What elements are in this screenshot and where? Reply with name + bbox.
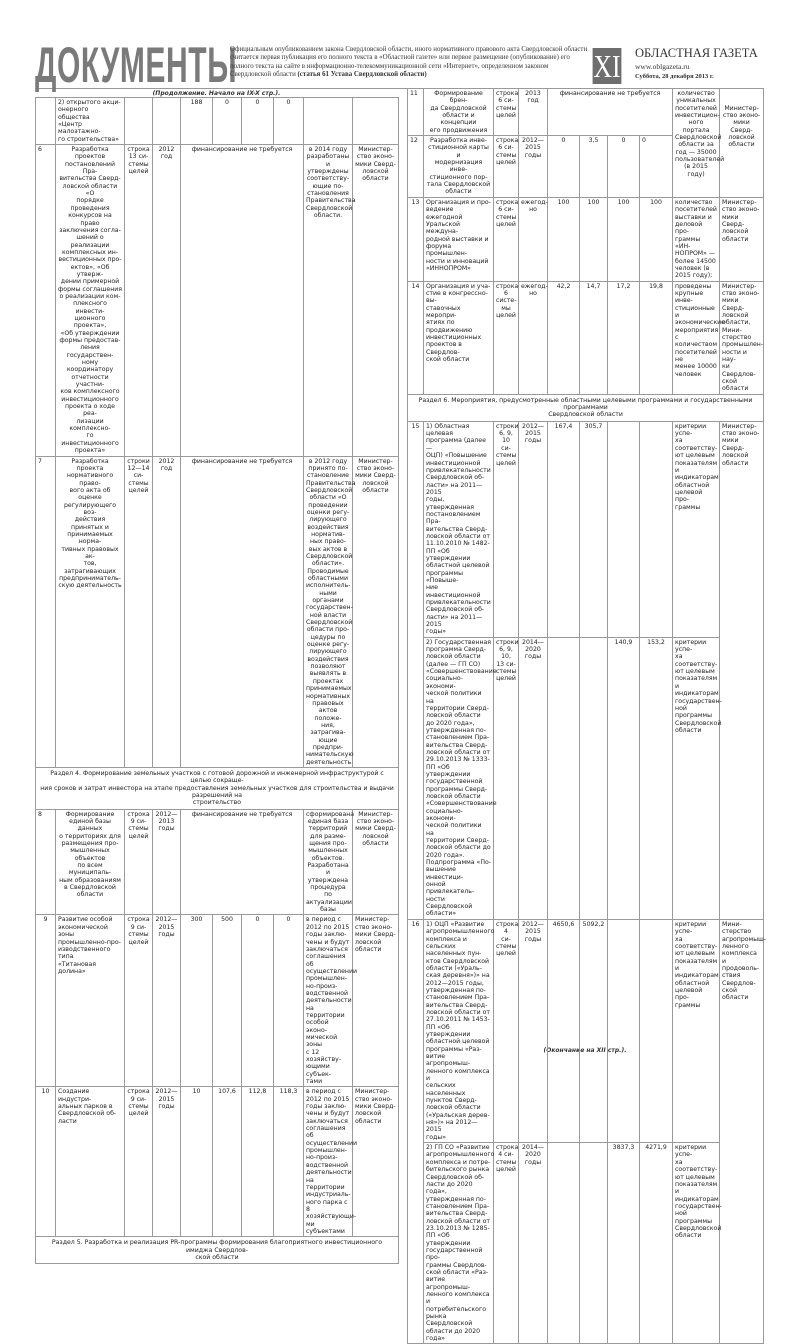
goal-line: строки 6, 9, 10, 13 си- стемы целей	[494, 637, 519, 919]
row-number: 10	[36, 1087, 56, 1237]
funding-note: финансирование не требуется	[181, 456, 304, 767]
period: 2014— 2020 годы	[519, 1143, 548, 1344]
funding-2014: 0	[242, 915, 274, 1087]
funding-2014	[608, 919, 640, 1142]
publication-notice-text: Официальным опубликованием закона Свердловской области, иного нормативного правового акта Свердловской области считается первая публикация его полного текста в «Областной газете» или первое размещение (опубликование) его полного текста на сайте в информационно-телекоммуникационной сети «Интернет», определенном законом Свердловской области	[230, 46, 588, 79]
measure-description: 1) Областная целевая программа (далее — ОЦП) «Повышение инвестиционной привлекательности Свердловской об- ласти» на 2011—2015 годы, утвержденная постановлением Пра- вительства Сверд- ловской области от 11.10.2010 № 1482- ПП «Об утверждении областной целевой программы «Повыше- ние инвестиционной привлекательности Свердловской об- ласти» на 2011—2015 годы»	[424, 421, 494, 637]
funding-2015: 0	[274, 98, 304, 145]
funding-2015: 0	[274, 915, 304, 1087]
funding-2015: 100	[640, 197, 673, 281]
funding-2013	[580, 1143, 608, 1344]
funding-note: финансирование не требуется	[181, 809, 304, 915]
responsible-body: Министер- ство эконо- мики Сверд- ловской области	[353, 915, 399, 1087]
right-table	[407, 88, 764, 1344]
funding-2015: 0	[608, 136, 640, 198]
period: ежегод- но	[519, 197, 548, 281]
funding-2015: Министер- ство эконо- мики Сверд- ловской области	[353, 456, 399, 767]
measure-description: 11	[408, 89, 424, 136]
funding-2014: количество уникальных посетителей инвестицион- ного портала Свердловской области за год — 35000 пользователей (в 2015 году)	[673, 89, 720, 198]
goal-line: строка 6 систе- мы целей	[494, 281, 519, 394]
newspaper-url[interactable]: www.oblgazeta.ru	[635, 62, 690, 71]
table-row	[408, 637, 764, 919]
funding-2012: 188	[181, 98, 213, 145]
funding-2014: 112,8	[242, 1087, 274, 1237]
row-number	[36, 98, 56, 145]
funding-2014: 100	[608, 197, 640, 281]
period: строка 9 си- стемы целей	[125, 809, 153, 915]
funding-2015: 153,2	[640, 637, 673, 919]
publication-notice	[230, 46, 590, 80]
period: строка 13 си- стемы целей	[125, 145, 153, 456]
table-row	[36, 915, 399, 1087]
funding-2012: 2012— 2015 годы	[519, 136, 548, 198]
funding-2013: 107,6	[213, 1087, 242, 1237]
period: 2012— 2015 годы	[519, 919, 548, 1142]
funding-2013: 305,7	[580, 421, 608, 637]
measure-description: Организация и уча- стие в конгрессно-вы- ставочных меропри- ятиях по продвижению инвестиционных проектов в Свердлов- ской области	[424, 281, 494, 394]
table-row	[408, 281, 764, 394]
funding-2012: 2012 год	[153, 456, 181, 767]
period: ежегод- но	[519, 281, 548, 394]
measure-description: 12	[408, 136, 424, 198]
funding-2013: 14,7	[580, 281, 608, 394]
period: 2012— 2015 годы	[153, 915, 181, 1087]
row-number: 16	[408, 919, 424, 1344]
row-number: 13	[408, 197, 424, 281]
responsible-body	[353, 98, 399, 145]
row-number: 9	[36, 915, 56, 1087]
measure-description: 1) ОЦП «Развитие агропромышленного комплекса и сельских населенных пун- ктов Свердловской области («Ураль- ская деревня»)» на 2012—2015 годы, утвержденная по- становлением Пра- вительства Сверд- ловской области от 27.10.2011 № 1453- ПП «Об утверждении областной целевой программы «Раз- витие агропромыш- ленного комплекса и сельских населенных пунктов Сверд- ловской области («Уральская дерев- ня»)» на 2012—2015 годы»	[424, 919, 494, 1142]
expected-result: проведены крупные инве- стиционные и экономические мероприятия с количеством посетителей не менее 10000 человек	[673, 281, 720, 394]
period	[153, 98, 181, 145]
funding-2013: 5092,2	[580, 919, 608, 1142]
goal-line: Разработка проектов постановлений Пра- вительства Сверд- ловской области «О порядке проведения конкурсов на право заключения согла- шений о реализации комплексных ин- вестиционных про- ектов», «Об утверж- дении примерной формы соглашения о реализации ком- плексного инвести- ционного проекта», «Об утверждении формы предостав- ления государствен- ному координатору отчетности участни- ков комплексного инвестиционного проекта о ходе реа- лизации комплексно- го инвестиционного проекта»	[56, 145, 125, 456]
funding-2014: 3,5	[580, 136, 608, 198]
measure-description: Создание индустри- альных парков в Свердловской об- ласти	[56, 1087, 125, 1237]
funding-2014: 0	[242, 98, 274, 145]
section-heading: Раздел 5. Разработка и реализация PR-программы формирования благоприятного инвестиционного имиджа Свердлов- ской области	[36, 1237, 399, 1264]
expected-result: 0	[640, 136, 673, 198]
funding-note: финансирование не требуется	[548, 89, 673, 136]
funding-2014: сформирована единая база территорий для разме- щения про- мышленных объектов. Разработана и утверждена процедура по актуализации базы	[304, 809, 353, 915]
funding-2012: 300	[181, 915, 213, 1087]
table-row	[408, 89, 764, 136]
table-row	[36, 1087, 399, 1237]
measure-description: 2) ГП СО «Развитие агропромышленного комплекса и потре- бительского рынка Свердловской об- ласти до 2020 года», утвержденная по- становлением Пра- вительства Сверд- ловской области от 23.10.2013 № 1285- ПП «Об утверждении государственной про- граммы Свердлов- ской области «Раз- витие агропромыш- ленного комплекса и потребительского рынка Свердловской области до 2020 года»	[424, 1143, 494, 1344]
measure-description: Развитие особой экономической зоны промышленно-про- изводственного типа «Титановая долина»	[56, 915, 125, 1087]
section-heading: Раздел 4. Формирование земельных участков с готовой дорожной и инженерной инфраструктурой с целью сокраще- ния сроков и затрат инвестора на этапе предоставления земельных участков для строительства и выдачи разрешений на строительство	[36, 767, 399, 809]
table-row	[408, 919, 764, 1142]
funding-2012: 100	[548, 197, 580, 281]
table-row	[36, 1237, 399, 1264]
expected-result: в период с 2012 по 2015 годы заклю- чены и будут заключаться соглашения об осуществлении промышлен- но-произ- водственной деятельности на территории индустриаль- ного парка с 8 хозяйствующи- ми субъектами	[304, 1087, 353, 1237]
funding-2014: 140,9	[608, 637, 640, 919]
period: 2012— 2015 годы	[153, 1087, 181, 1237]
page-number: XI	[593, 48, 621, 84]
funding-2012: 42,2	[548, 281, 580, 394]
issue-date: Суббота, 28 декабря 2013 г.	[635, 73, 714, 80]
funding-2015: 19,8	[640, 281, 673, 394]
goal-line: строка 4 си- стемы целей	[494, 1143, 519, 1344]
continued-note: (Продолжение. Начало на IX-X стр.).	[152, 90, 281, 97]
masthead	[35, 37, 763, 93]
funding-2012: 167,4	[548, 421, 580, 637]
goal-line: строки 6, 9, 10 си- стемы целей	[494, 421, 519, 637]
goal-line: строка 9 си- стемы целей	[125, 1087, 153, 1237]
goal-line: строка 4 си- стемы целей	[494, 919, 519, 1142]
funding-2013: 500	[213, 915, 242, 1087]
funding-2014: в 2014 году разработаны и утверждены соответству- ющие по- становления Правительства Свердловской области.	[304, 145, 353, 456]
expected-result: в период с 2012 по 2015 годы заклю- чены и будут заключаться соглашения об осуществлении промышлен- но-произ- водственной деятельности на территории особой эконо- мической зоны с 12 хозяйству- ющими субъек- тами	[304, 915, 353, 1087]
expected-result: критерии успе- ха соответству- ют целевым показателям и индикаторам областной целевой про- граммы	[673, 421, 720, 637]
funding-2015: Министер- ство эконо- мики Сверд- ловской области	[353, 809, 399, 915]
goal-line: Формирование брен- да Свердловской области и концепции его продвижения	[424, 89, 494, 136]
table-row	[36, 456, 399, 767]
end-note: (Окончание на XII стр.).	[543, 1047, 627, 1054]
funding-2013: 0	[548, 136, 580, 198]
publication-notice-bold: (статья 61 Устава Свердловской области)	[297, 71, 427, 79]
table-row	[36, 809, 399, 915]
goal-line: строка 6 си- стемы целей	[494, 197, 519, 281]
goal-line: Формирование единой базы данных о территориях для размещения про- мышленных объектов по всем муниципаль- ным образованиям в Свердловской области	[56, 809, 125, 915]
expected-result: количество посетителей выставки и деловой про- граммы «ИН- НОПРОМ» — более 14500 человек (в 2015 году);	[673, 197, 720, 281]
funding-2015: 118,3	[274, 1087, 304, 1237]
period: строка 6 си- стемы целей	[494, 89, 519, 136]
expected-result: критерии успе- ха соответству- ют целевым показателям и индикаторам государствен- ной программы Свердловской области	[673, 637, 720, 919]
expected-result	[304, 98, 353, 145]
funding-2013	[580, 637, 608, 919]
funding-2012: 4650,6	[548, 919, 580, 1142]
table-row	[408, 394, 764, 421]
funding-2012	[548, 637, 580, 919]
funding-2015: 4271,9	[640, 1143, 673, 1344]
goal-line: строка 9 си- стемы целей	[125, 915, 153, 1087]
measure-description: 2) открытого акци- онерного общества «Центр малоэтажно- го строительства»	[56, 98, 125, 145]
funding-2012: 10	[181, 1087, 213, 1237]
table-row	[36, 145, 399, 456]
newspaper-name: ОБЛАСТНАЯ ГАЗЕТА	[635, 46, 758, 60]
section-title: ДОКУМЕНТЫ	[35, 37, 238, 93]
table-row	[408, 197, 764, 281]
funding-2015	[640, 919, 673, 1142]
row-number: 14	[408, 281, 424, 394]
table-row	[36, 98, 399, 145]
funding-2015: Министер- ство эконо- мики Сверд- ловской области	[720, 89, 764, 198]
responsible-body: Мини- стерство агропромыш- ленного комплекса и продоволь- ствия Свердлов- ской области	[720, 919, 764, 1344]
goal-line: Разработка инве- стиционной карты и модернизация инве- стиционного пор- тала Свердловской области	[424, 136, 494, 198]
funding-note: финансирование не требуется	[181, 145, 304, 456]
responsible-body: Министер- ство эконо- мики Сверд- ловской области	[720, 421, 764, 919]
responsible-body: Министер- ство эконо- мики Сверд- ловской области	[353, 1087, 399, 1237]
period: строки 12—14 си- стемы целей	[125, 456, 153, 767]
measure-description: 7	[36, 456, 56, 767]
funding-2015: Министер- ство эконо- мики Сверд- ловской области	[353, 145, 399, 456]
funding-2012	[548, 1143, 580, 1344]
funding-2013: 0	[213, 98, 242, 145]
funding-2014: в 2012 году принято по- становление Правительства Свердловской области «О проведении оценки регу- лирующего воздействия норматив- ных право- вых актов в Свердловской области». Проводимые областными исполнитель- ными органами государствен- ной власти Свердловской области про- цедуры по оценке регу- лирующего воздействия позволяют выявлять в проектах принимаемых нормативных правовых актов положе- ния, затрагива- ющие предпри- нимательскую деятельность	[304, 456, 353, 767]
measure-description: 6	[36, 145, 56, 456]
period: строка 6 си- стемы целей	[494, 136, 519, 198]
funding-2014: 17,2	[608, 281, 640, 394]
responsible-body: Министер- ство эконо- мики Сверд- ловской области, Мини- стерство промышлен- ности и нау- ки Свердлов- ской области	[720, 281, 764, 394]
period: 2012— 2015 годы	[519, 421, 548, 637]
expected-result: критерии успе- ха соответству- ют целевым показателям и индикаторам государствен- ной программы Свердловской области	[673, 1143, 720, 1344]
goal-line	[125, 98, 153, 145]
funding-2015	[640, 421, 673, 637]
measure-description: 2) Государственная программа Сверд- ловской области (далее — ГП СО) «Совершенствование социально-экономи- ческой политики на территории Сверд- ловской области до 2020 года», утвержденная по- становлением Пра- вительства Сверд- ловской области от 29.10.2013 № 1333- ПП «Об утверждении государственной программы Сверд- ловской области «Совершенствование социально-экономи- ческой политики на территории Сверд- ловской области до 2020 года». Подпрограмма «По- вышение инвестици- онной привлекатель- ности Свердловской области»	[424, 637, 494, 919]
funding-2013: 100	[580, 197, 608, 281]
funding-2014	[608, 421, 640, 637]
goal-line: Разработка проекта нормативного право- вого акта об оценке регулирующего воз- действия принятых и принимаемых норма- тивных правовых ак- тов, затрагивающих предприниматель- скую деятельность	[56, 456, 125, 767]
period: 2014— 2020 годы	[519, 637, 548, 919]
table-row	[36, 767, 399, 809]
funding-2012: 2012— 2013 годы	[153, 809, 181, 915]
expected-result: критерии успе- ха соответству- ют целевым показателям и индикаторам областной целевой про- граммы	[673, 919, 720, 1142]
table-row	[408, 1143, 764, 1344]
newspaper-info	[635, 46, 765, 81]
responsible-body: Министер- ство эконо- мики Сверд- ловской области	[720, 197, 764, 281]
left-table	[35, 97, 399, 1264]
funding-2012: 2013 год	[519, 89, 548, 136]
row-number: 15	[408, 421, 424, 919]
measure-description: Организация и про- ведение ежегодной Уральской междуна- родной выставки и форума промышлен- ности и инноваций «ИННОПРОМ»	[424, 197, 494, 281]
section-heading: Раздел 6. Мероприятия, предусмотренные областными целевыми программами и государственными программами Свердловской области	[408, 394, 764, 421]
table-row	[408, 421, 764, 637]
measure-description: 8	[36, 809, 56, 915]
funding-2014: 3837,3	[608, 1143, 640, 1344]
funding-2012: 2012 год	[153, 145, 181, 456]
